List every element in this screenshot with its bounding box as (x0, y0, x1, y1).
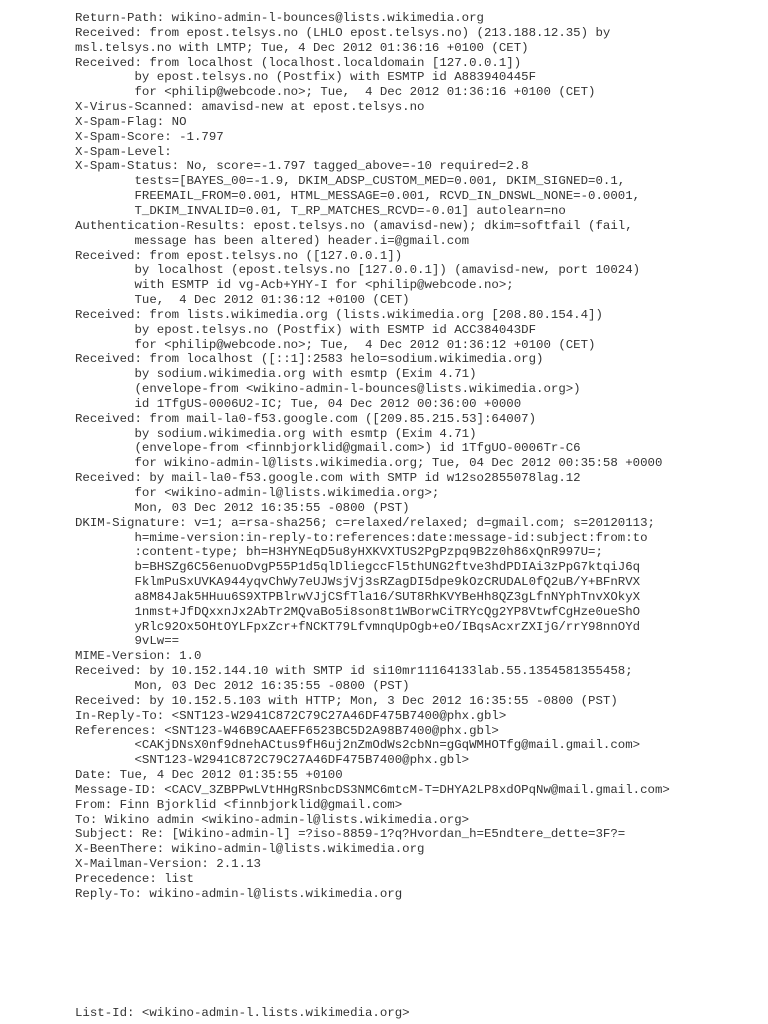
header-line: FREEMAIL_FROM=0.001, HTML_MESSAGE=0.001, RCVD_IN_DNSWL_NONE=-0.0001, (75, 189, 641, 204)
header-line: MIME-Version: 1.0 (75, 649, 202, 664)
header-line: X-BeenThere: wikino-admin-l@lists.wikimedia.org (75, 842, 425, 857)
header-line: by epost.telsys.no (Postfix) with ESMTP id A883940445F (75, 70, 537, 85)
header-line: Received: from localhost (localhost.localdomain [127.0.0.1]) (75, 55, 522, 70)
header-line: by sodium.wikimedia.org with esmtp (Exim 4.71) (75, 426, 477, 441)
header-line: id 1TfgUS-0006U2-IC; Tue, 04 Dec 2012 00:36:00 +0000 (75, 396, 522, 411)
header-line: Mon, 03 Dec 2012 16:35:55 -0800 (PST) (75, 678, 410, 693)
header-line: FklmPuSxUVKA944yqvChWy7eUJWsjVj3sRZagDI5dpe9kOzCRUDAL0fQ2uB/Y+BFnRVX (75, 575, 641, 590)
header-line: 1nmst+JfDQxxnJx2AbTr2MQvaBo5i8son8t1WBorwCiTRYcQg2YP8VtwfCgHze0ueShO (75, 604, 641, 619)
header-line: X-Mailman-Version: 2.1.13 (75, 857, 261, 872)
header-line: X-Spam-Score: -1.797 (75, 129, 224, 144)
header-line: Authentication-Results: epost.telsys.no (amavisd-new); dkim=softfail (fail, (75, 218, 633, 233)
header-line: by localhost (epost.telsys.no [127.0.0.1]) (amavisd-new, port 10024) (75, 263, 641, 278)
header-line: Received: from lists.wikimedia.org (lists.wikimedia.org [208.80.154.4]) (75, 307, 603, 322)
header-line: Received: from mail-la0-f53.google.com ([209.85.215.53]:64007) (75, 411, 537, 426)
header-line: Received: from epost.telsys.no ([127.0.0.1]) (75, 248, 403, 263)
header-line: X-Virus-Scanned: amavisd-new at epost.telsys.no (75, 100, 425, 115)
header-line: by sodium.wikimedia.org with esmtp (Exim 4.71) (75, 367, 477, 382)
header-line: Reply-To: wikino-admin-l@lists.wikimedia.org (75, 886, 403, 901)
header-line: Received: by 10.152.144.10 with SMTP id si10mr11164133lab.55.1354581355458; (75, 664, 633, 679)
header-line: To: Wikino admin <wikino-admin-l@lists.wikimedia.org> (75, 812, 470, 827)
header-line: for <philip@webcode.no>; Tue, 4 Dec 2012 01:36:16 +0100 (CET) (75, 85, 596, 100)
header-line: Tue, 4 Dec 2012 01:36:12 +0100 (CET) (75, 293, 410, 308)
header-line (75, 902, 670, 917)
header-line: yRlc92Ox5OHtOYLFpxZcr+fNCKT79LfvmnqUpOgb+eO/IBqsAcxrZXIjG/rrY98nnOYd (75, 619, 641, 634)
header-line: In-Reply-To: <SNT123-W2941C872C79C27A46DF475B7400@phx.gbl> (75, 708, 507, 723)
header-line: a8M84Jak5HHuu6S9XTPBlrwVJjCSfTla16/SUT8RhKVYBeHh8QZ3gLfnNYphTnvXOkyX (75, 589, 641, 604)
header-line: for <philip@webcode.no>; Tue, 4 Dec 2012 01:36:12 +0100 (CET) (75, 337, 596, 352)
header-line: T_DKIM_INVALID=0.01, T_RP_MATCHES_RCVD=-0.01] autolearn=no (75, 203, 566, 218)
header-line: (envelope-from <wikino-admin-l-bounces@lists.wikimedia.org>) (75, 382, 581, 397)
header-line: Received: from epost.telsys.no (LHLO epost.telsys.no) (213.188.12.35) by (75, 25, 611, 40)
header-line: message has been altered) header.i=@gmail.com (75, 233, 470, 248)
header-line: :content-type; bh=H3HYNEqD5u8yHXKVXTUS2PgPzpq9B2z0h86xQnR997U=; (75, 545, 603, 560)
header-line: <SNT123-W2941C872C79C27A46DF475B7400@phx.gbl> (75, 753, 470, 768)
header-line: Received: by 10.152.5.103 with HTTP; Mon, 3 Dec 2012 16:35:55 -0800 (PST) (75, 693, 618, 708)
header-line: References: <SNT123-W46B9CAAEFF6523BC5D2A98B7400@phx.gbl> (75, 723, 499, 738)
header-line: DKIM-Signature: v=1; a=rsa-sha256; c=relaxed/relaxed; d=gmail.com; s=20120113; (75, 515, 655, 530)
email-raw-headers (75, 11, 670, 916)
list-id-header (75, 1006, 410, 1021)
header-line: Precedence: list (75, 871, 194, 886)
header-line: X-Spam-Level: (75, 144, 172, 159)
header-line: Mon, 03 Dec 2012 16:35:55 -0800 (PST) (75, 500, 410, 515)
header-line: From: Finn Bjorklid <finnbjorklid@gmail.com> (75, 797, 403, 812)
header-line: Received: by mail-la0-f53.google.com with SMTP id w12so2855078lag.12 (75, 471, 581, 486)
header-line: (envelope-from <finnbjorklid@gmail.com>) id 1TfgUO-0006Tr-C6 (75, 441, 581, 456)
header-line: tests=[BAYES_00=-1.9, DKIM_ADSP_CUSTOM_MED=0.001, DKIM_SIGNED=0.1, (75, 174, 626, 189)
header-line: X-Spam-Flag: NO (75, 114, 187, 129)
header-line: with ESMTP id vg-Acb+YHY-I for <philip@webcode.no>; (75, 278, 514, 293)
header-line: Date: Tue, 4 Dec 2012 01:35:55 +0100 (75, 768, 343, 783)
header-line: msl.telsys.no with LMTP; Tue, 4 Dec 2012 01:36:16 +0100 (CET) (75, 40, 529, 55)
header-line: h=mime-version:in-reply-to:references:date:message-id:subject:from:to (75, 530, 648, 545)
header-line: X-Spam-Status: No, score=-1.797 tagged_above=-10 required=2.8 (75, 159, 529, 174)
header-line: for <wikino-admin-l@lists.wikimedia.org>; (75, 486, 440, 500)
header-line: b=BHSZg6C56enuoDvgP55P1d5qlDliegccFl5thUNG2ftve3hdPDIAi3zPpG7ktqiJ6q (75, 560, 641, 575)
header-line: List-Id: <wikino-admin-l.lists.wikimedia.org> (75, 1006, 410, 1020)
header-line: 9vLw== (75, 634, 180, 649)
header-line: by epost.telsys.no (Postfix) with ESMTP id ACC384043DF (75, 322, 537, 337)
header-line: Subject: Re: [Wikino-admin-l] =?iso-8859-1?q?Hvordan_h=E5ndtere_dette=3F?= (75, 827, 626, 842)
header-line: Received: from localhost ([::1]:2583 helo=sodium.wikimedia.org) (75, 352, 544, 367)
header-line: <CAKjDNsX0nf9dnehACtus9fH6uj2nZmOdWs2cbNn=gGqWMHOTfg@mail.gmail.com> (75, 738, 641, 753)
header-line: Return-Path: wikino-admin-l-bounces@lists.wikimedia.org (75, 11, 484, 25)
header-line: for wikino-admin-l@lists.wikimedia.org; Tue, 04 Dec 2012 00:35:58 +0000 (75, 456, 663, 471)
header-line: Message-ID: <CACV_3ZBPPwLVtHHgRSnbcDS3NMC6mtcM-T=DHYA2LP8xdOPqNw@mail.gmail.com> (75, 782, 670, 797)
